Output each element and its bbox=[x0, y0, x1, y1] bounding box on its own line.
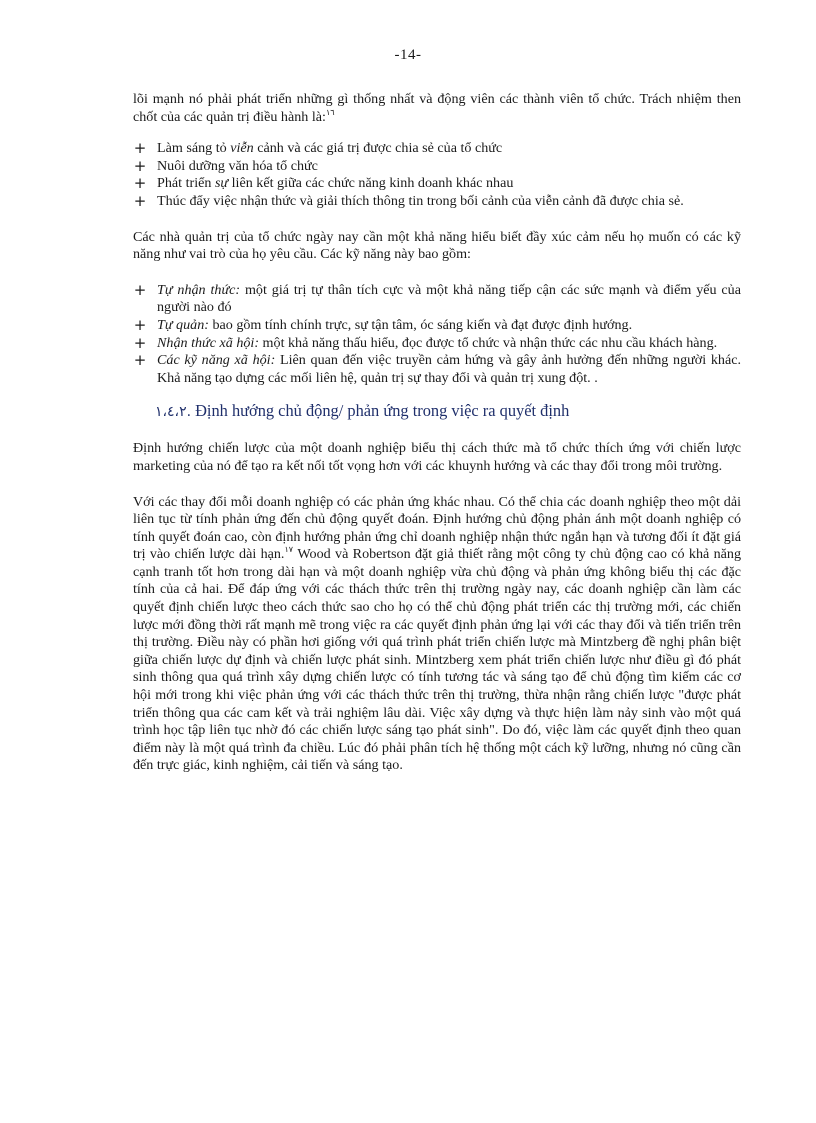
paragraph-text: Wood và Robertson đặt giả thiết rằng một công ty chủ động cao có khả năng cạnh tranh tốt hơn trong dài hạn và một doanh nghiệp vừa chủ động và phản ứng không biểu thị các đặc tính của cả hai. Để đáp ứng với các thách thức trên thị trường ngày nay, các doanh nghiệp cần làm các quyết định chiến lược theo cách thức sao cho họ có thể chủ động phát triển các thị trường mới, các chiến lược mới đồng thời rất mạnh mẽ trong việc ra các quyết định phản ứng lại với các thay đổi và tiến triển trên thị trường. Điều này có phần hơi giống với quá trình phát triển chiến lược mà Mintzberg đề nghị phân biệt giữa chiến lược dự định và chiến lược phát sinh. Mintzberg xem phát triển chiến lược như điều gì đó phát sinh thông qua quá trình xây dựng chiến lược có tính tương tác và sáng tạo để chủ động tìm kiếm các cơ hội mới trong khi việc phản ứng với các thách thức trên thị trường, thừa nhận rằng chiến lược "được phát triển thông qua các cam kết và trải nghiệm lâu dài. Việc xây dựng và thực hiện làm nảy sinh vào một quá trình học tập liên tục nhờ đó các chiến lược sáng tạo phát sinh". Do đó, việc làm các quyết định theo quan điểm này là một quá trình đa chiều. Lúc đó phải phân tích hệ thống một cách kỹ lưỡng, nhưng nó cũng cần đến trực giác, kinh nghiệm, cải tiến và sáng tạo. bbox=[133, 546, 741, 774]
section-number: ١،٤،٢. bbox=[155, 404, 192, 421]
list-item bbox=[133, 352, 741, 387]
page-number: -14- bbox=[394, 47, 422, 63]
plus-bullet-icon: + bbox=[133, 333, 147, 352]
skill-description: Liên quan đến việc truyền cảm hứng và gây ảnh hưởng đến những người khác. Khả năng tạo dựng các mối liên hệ, quản trị sự thay đổi và quản trị xung đột. . bbox=[157, 352, 741, 386]
skill-term: Tự nhận thức: bbox=[157, 281, 241, 298]
list-item bbox=[133, 140, 741, 158]
item-emphasis: sự bbox=[214, 175, 229, 192]
list-item bbox=[133, 335, 741, 353]
plus-bullet-icon: + bbox=[133, 156, 147, 175]
footnote-ref-17: ١٧ bbox=[284, 545, 294, 555]
responsibility-list bbox=[133, 140, 741, 210]
item-emphasis: viễn bbox=[230, 140, 254, 157]
paragraph-proactive-reactive bbox=[133, 494, 741, 776]
skill-description: bao gồm tính chính trực, sự tận tâm, óc sáng kiến và đạt được định hướng. bbox=[208, 316, 633, 333]
skill-description: một khả năng thấu hiểu, đọc được tổ chức và nhận thức các nhu cầu khách hàng. bbox=[259, 334, 718, 351]
intro-paragraph bbox=[133, 91, 741, 126]
list-item bbox=[133, 175, 741, 193]
footnote-ref-16: ١٦ bbox=[325, 107, 335, 117]
skill-description: một giá trị tự thân tích cực và một khả năng tiếp cận các sức mạnh và điểm yếu của người nào đó bbox=[157, 281, 741, 316]
item-text: Làm sáng tỏ bbox=[157, 140, 231, 157]
page-body bbox=[133, 91, 741, 775]
skill-term: Tự quản: bbox=[157, 316, 209, 333]
item-text: Phát triển bbox=[157, 175, 215, 192]
skills-list bbox=[133, 282, 741, 388]
item-text: Nuôi dưỡng văn hóa tổ chức bbox=[157, 157, 318, 174]
skill-term: Các kỹ năng xã hội: bbox=[157, 352, 276, 369]
plus-bullet-icon: + bbox=[133, 315, 147, 334]
paragraph-strategy-orientation: Định hướng chiến lược của một doanh nghiệp biểu thị cách thức mà tổ chức thích ứng với chiến lược marketing của nó để tạo ra kết nối tốt vọng hơn với các khuynh hướng và các thay đổi trong môi trường. bbox=[133, 440, 741, 474]
plus-bullet-icon: + bbox=[133, 139, 147, 158]
paragraph-text: Với các thay đổi mỗi doanh nghiệp có các phản ứng khác nhau. Có thể chia các doanh nghiệp theo một dải liên tục từ tính phản ứng đến chủ động quyết đoán. Định hướng chủ động phản ánh một doanh nghiệp có tính quyết đoán cao, còn định hướng phản ứng chỉ doanh nghiệp nhận thức ngắn hạn và tương đối ít đặt giá trị vào chiến lược dài hạn. bbox=[133, 493, 741, 563]
section-heading bbox=[133, 401, 741, 422]
plus-bullet-icon: + bbox=[133, 351, 147, 370]
list-item bbox=[133, 158, 741, 176]
list-item bbox=[133, 193, 741, 211]
plus-bullet-icon: + bbox=[133, 174, 147, 193]
plus-bullet-icon: + bbox=[133, 280, 147, 299]
list-item bbox=[133, 317, 741, 335]
skills-intro-paragraph: Các nhà quản trị của tổ chức ngày nay cần một khả năng hiểu biết đầy xúc cảm nếu họ muốn có các kỹ năng như vai trò của họ yêu cầu. Các kỹ năng này bao gồm: bbox=[133, 228, 741, 263]
plus-bullet-icon: + bbox=[133, 191, 147, 210]
list-item bbox=[133, 282, 741, 317]
item-text: liên kết giữa các chức năng kinh doanh khác nhau bbox=[228, 175, 514, 192]
skill-term: Nhận thức xã hội: bbox=[157, 334, 260, 351]
item-text: cảnh và các giá trị được chia sẻ của tổ chức bbox=[253, 140, 503, 157]
intro-text: lõi mạnh nó phải phát triển những gì thống nhất và động viên các thành viên tổ chức. Trách nhiệm then chốt của các quản trị điều hành là: bbox=[133, 91, 741, 125]
section-title: Định hướng chủ động/ phản ứng trong việc ra quyết định bbox=[195, 401, 570, 421]
item-text: Thúc đẩy việc nhận thức và giải thích thông tin trong bối cảnh của viễn cảnh đã được chia sẻ. bbox=[157, 192, 684, 209]
